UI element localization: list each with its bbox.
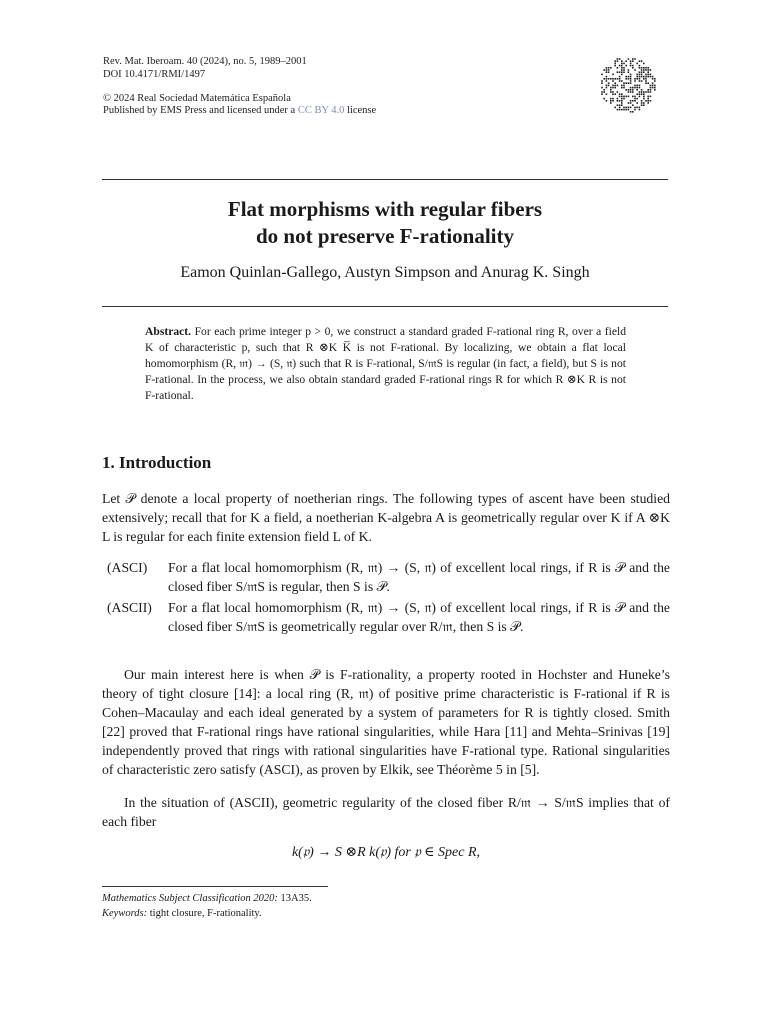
logo-dot (612, 91, 614, 93)
logo-dot (650, 87, 652, 89)
logo-dot (630, 63, 632, 65)
logo-dot (603, 98, 605, 100)
logo-dot (647, 67, 649, 69)
logo-dot (652, 78, 654, 80)
logo-dot (634, 58, 636, 60)
msc-footnote (102, 891, 312, 906)
logo-dot (606, 100, 608, 102)
logo-dot (619, 76, 621, 78)
logo-dot (632, 65, 634, 67)
logo-dot (621, 96, 623, 98)
logo-dot (632, 89, 634, 91)
logo-dot (623, 82, 625, 84)
journal-citation: Rev. Mat. Iberoam. 40 (2024), no. 5, 1989–2001 (103, 56, 307, 67)
logo-dot (621, 98, 623, 100)
license-line (103, 104, 376, 117)
logo-dot (623, 109, 625, 111)
logo-dot (621, 63, 623, 65)
logo-dot (612, 98, 614, 100)
logo-dot (645, 67, 647, 69)
display-equation: k(𝔭) → S ⊗R k(𝔭) for 𝔭 ∈ Spec R, (291, 845, 481, 860)
logo-dot (628, 89, 630, 91)
logo-dot (641, 102, 643, 104)
logo-dot (606, 93, 608, 95)
logo-dot (647, 74, 649, 76)
logo-dot (621, 74, 623, 76)
logo-dot (612, 85, 614, 87)
logo-dot (621, 69, 623, 71)
logo-dot (636, 85, 638, 87)
logo-dot (636, 76, 638, 78)
logo-dot (621, 93, 623, 95)
logo-dot (652, 76, 654, 78)
logo-dot (630, 82, 632, 84)
logo-dot (610, 98, 612, 100)
logo-dot (619, 107, 621, 109)
logo-dot (606, 87, 608, 89)
logo-dot (608, 67, 610, 69)
license-suffix: license (344, 105, 377, 116)
logo-dot (647, 76, 649, 78)
logo-dot (623, 85, 625, 87)
logo-dot (630, 111, 632, 113)
logo-dot (650, 100, 652, 102)
logo-dot (650, 74, 652, 76)
logo-dot (643, 69, 645, 71)
logo-dot (606, 76, 608, 78)
logo-dot (603, 69, 605, 71)
logo-dot (619, 71, 621, 73)
logo-dot (643, 63, 645, 65)
logo-dot (636, 74, 638, 76)
logo-dot (636, 98, 638, 100)
logo-dot (628, 96, 630, 98)
logo-dot (632, 96, 634, 98)
logo-dot (610, 102, 612, 104)
logo-dot (617, 60, 619, 62)
logo-dot (625, 96, 627, 98)
logo-dot (601, 93, 603, 95)
logo-dot (610, 89, 612, 91)
logo-dot (641, 71, 643, 73)
logo-dot (608, 82, 610, 84)
logo-dot (630, 89, 632, 91)
logo-dot (628, 76, 630, 78)
logo-dot (654, 78, 656, 80)
keywords-value: tight closure, F-rationality. (149, 908, 262, 919)
logo-dot (650, 89, 652, 91)
license-link[interactable]: CC BY 4.0 (297, 105, 345, 116)
logo-dot (614, 60, 616, 62)
logo-dot (647, 102, 649, 104)
logo-dot (634, 109, 636, 111)
logo-dot (630, 74, 632, 76)
logo-dot (647, 71, 649, 73)
logo-dot (634, 96, 636, 98)
logo-dot (650, 91, 652, 93)
logo-dot (628, 91, 630, 93)
logo-dot (601, 91, 603, 93)
logo-dot (625, 89, 627, 91)
keywords-footnote (102, 906, 262, 921)
logo-dot (639, 65, 641, 67)
logo-dot (621, 60, 623, 62)
logo-dot (630, 60, 632, 62)
footnote-divider (102, 886, 328, 887)
logo-dot (639, 60, 641, 62)
logo-dot (636, 89, 638, 91)
asc-2-label: (ASCII) (107, 600, 152, 615)
intro-paragraph-1: Let 𝒫 denote a local property of noetherian rings. The following types of ascent have been studied extensively; recall that for K a field, a noetherian K-algebra A is geometrically regular over K if A ⊗K L is regular for each finite extension field L of K. (102, 491, 670, 544)
logo-dot (636, 87, 638, 89)
logo-dot (617, 109, 619, 111)
logo-dot (632, 67, 634, 69)
logo-dot (606, 67, 608, 69)
logo-dot (612, 80, 614, 82)
logo-dot (643, 76, 645, 78)
logo-dot (623, 98, 625, 100)
logo-dot (621, 71, 623, 73)
logo-dot (623, 96, 625, 98)
logo-dot (617, 100, 619, 102)
logo-dot (654, 87, 656, 89)
logo-dot (632, 60, 634, 62)
logo-dot (643, 96, 645, 98)
logo-dot (647, 100, 649, 102)
logo-dot (641, 104, 643, 106)
logo-dot (621, 104, 623, 106)
logo-dot (608, 85, 610, 87)
logo-dot (639, 91, 641, 93)
logo-dot (617, 91, 619, 93)
logo-dot (643, 91, 645, 93)
abstract-label: Abstract. (145, 325, 192, 338)
logo-dot (612, 78, 614, 80)
logo-dot (641, 60, 643, 62)
logo-dot (623, 87, 625, 89)
logo-dot (617, 78, 619, 80)
logo-dot (610, 67, 612, 69)
logo-dot (643, 67, 645, 69)
logo-dot (614, 85, 616, 87)
logo-dot (632, 87, 634, 89)
logo-dot (634, 78, 636, 80)
logo-dot (625, 65, 627, 67)
logo-dot (621, 102, 623, 104)
logo-dot (630, 76, 632, 78)
msc-value: 13A35. (280, 893, 312, 904)
authors: Eamon Quinlan-Gallego, Austyn Simpson and Anurag K. Singh (180, 264, 590, 281)
logo-dot (641, 93, 643, 95)
logo-dot (639, 107, 641, 109)
logo-dot (621, 80, 623, 82)
asc-2-text: For a flat local homomorphism (R, 𝔪) → (S, 𝔫) of excellent local rings, if R is 𝒫 and the closed fiber S/𝔪S is geometrically regular over R/𝔪, then S is 𝒫. (168, 600, 670, 634)
logo-dot (654, 89, 656, 91)
logo-dot (608, 69, 610, 71)
logo-dot (650, 96, 652, 98)
logo-dot (619, 58, 621, 60)
logo-dot (645, 74, 647, 76)
logo-dot (647, 89, 649, 91)
logo-dot (632, 58, 634, 60)
logo-dot (639, 85, 641, 87)
logo-dot (608, 71, 610, 73)
logo-dot (601, 82, 603, 84)
logo-dot (601, 74, 603, 76)
intro-paragraph-2: Our main interest here is when 𝒫 is F-rationality, a property rooted in Hochster and Huneke’s theory of tight closure [14]: a local ring (R, 𝔪) of positive prime characteristic is F-rational if R is Cohen–Macaulay and each ideal generated by a system of parameters for R is tightly closed. Smith [22] proved that F-rational rings have rational singularities, while Hara [11] and Mehta–Srinivas [19] independently proved that rings with rational singularities have F-rational type. Rational singularities of characteristic zero satisfy (ASCI), as proven by Elkik, see Théorème 5 in [5]. (102, 667, 670, 777)
logo-dot (606, 85, 608, 87)
logo-dot (639, 78, 641, 80)
logo-dot (617, 98, 619, 100)
logo-dot (654, 80, 656, 82)
logo-dot (603, 91, 605, 93)
logo-dot (603, 78, 605, 80)
logo-dot (641, 76, 643, 78)
logo-dot (645, 91, 647, 93)
logo-dot (619, 65, 621, 67)
logo-dot (614, 78, 616, 80)
logo-dot (647, 96, 649, 98)
asc-1-text: For a flat local homomorphism (R, 𝔪) → (S, 𝔫) of excellent local rings, if R is 𝒫 and the closed fiber S/𝔪S is regular, then S is 𝒫. (168, 560, 670, 594)
logo-dot (634, 87, 636, 89)
logo-dot (643, 102, 645, 104)
logo-dot (652, 87, 654, 89)
logo-dot (623, 63, 625, 65)
logo-dot (634, 107, 636, 109)
logo-dot (614, 65, 616, 67)
logo-dot (601, 87, 603, 89)
logo-dot (639, 74, 641, 76)
logo-dot (630, 78, 632, 80)
logo-dot (652, 82, 654, 84)
logo-dot (619, 78, 621, 80)
logo-dot (601, 80, 603, 82)
logo-dot (614, 82, 616, 84)
logo-dot (628, 107, 630, 109)
paper-title-line-1: Flat morphisms with regular fibers (227, 197, 543, 221)
logo-dot (641, 69, 643, 71)
logo-dot (623, 71, 625, 73)
logo-dot (625, 107, 627, 109)
logo-dot (614, 87, 616, 89)
logo-dot (641, 100, 643, 102)
logo-dot (610, 78, 612, 80)
logo-dot (645, 69, 647, 71)
logo-dot (623, 107, 625, 109)
logo-dot (630, 91, 632, 93)
logo-dot (603, 89, 605, 91)
logo-dot (614, 93, 616, 95)
logo-dot (630, 100, 632, 102)
logo-dot (643, 98, 645, 100)
logo-dot (628, 58, 630, 60)
keywords-label: Keywords: (102, 908, 148, 919)
logo-dot (628, 78, 630, 80)
logo-dot (645, 76, 647, 78)
logo-dot (639, 71, 641, 73)
logo-dot (641, 74, 643, 76)
logo-dot (612, 100, 614, 102)
logo-dot (652, 85, 654, 87)
logo-dot (634, 98, 636, 100)
logo-dot (643, 71, 645, 73)
logo-dot (647, 82, 649, 84)
copyright: © 2024 Real Sociedad Matemática Española (103, 93, 291, 104)
logo-dot (632, 91, 634, 93)
logo-dot (632, 100, 634, 102)
abstract (145, 324, 626, 404)
logo-dot (612, 93, 614, 95)
logo-dot (617, 58, 619, 60)
logo-dot (612, 74, 614, 76)
logo-dot (628, 69, 630, 71)
logo-dot (641, 91, 643, 93)
intro-paragraph-3: In the situation of (ASCII), geometric regularity of the closed fiber R/𝔪 → S/𝔪S implies that of each fiber (102, 795, 670, 829)
logo-dot (630, 80, 632, 82)
logo-dot (606, 80, 608, 82)
logo-dot (606, 78, 608, 80)
logo-dot (641, 80, 643, 82)
logo-dot (636, 93, 638, 95)
logo-dot (639, 80, 641, 82)
logo-dot (621, 87, 623, 89)
logo-dot (639, 76, 641, 78)
logo-dot (630, 87, 632, 89)
logo-dot (634, 80, 636, 82)
logo-dot (645, 82, 647, 84)
logo-dot (619, 96, 621, 98)
doi: DOI 10.4171/RMI/1497 (103, 69, 206, 80)
logo-dot (650, 69, 652, 71)
logo-dot (641, 89, 643, 91)
logo-dot (628, 109, 630, 111)
logo-dot (606, 69, 608, 71)
publisher-logo (598, 55, 656, 113)
msc-label: Mathematics Subject Classification 2020: (102, 893, 278, 904)
logo-dot (619, 100, 621, 102)
logo-dot (639, 93, 641, 95)
logo-dot (639, 96, 641, 98)
logo-dot (608, 78, 610, 80)
logo-dot (621, 109, 623, 111)
section-heading: 1. Introduction (102, 453, 212, 472)
license-prefix: Published by EMS Press and licensed under a (103, 105, 298, 116)
logo-dot (630, 65, 632, 67)
logo-dot (614, 63, 616, 65)
logo-dot (621, 85, 623, 87)
logo-dot (630, 102, 632, 104)
logo-dot (647, 91, 649, 93)
logo-dot (625, 76, 627, 78)
logo-dot (617, 85, 619, 87)
logo-dot (625, 78, 627, 80)
logo-dot (606, 71, 608, 73)
logo-dot (645, 100, 647, 102)
abstract-text: For each prime integer p > 0, we construct a standard graded F-rational ring R, over a field K of characteristic p, such that R ⊗K K̅ is not F-rational. By localizing, we obtain a flat local homomorphism (R, 𝔪) → (S, 𝔫) such that R is F-rational, S/𝔪S is regular (in fact, a field), but S is not F-rational. In the process, we also obtain standard graded F-rational rings R for which R ⊗K R is not F-rational. (145, 325, 627, 402)
asc-1-label: (ASCI) (107, 560, 148, 575)
logo-dot (643, 104, 645, 106)
logo-dot (645, 78, 647, 80)
logo-dot (654, 85, 656, 87)
logo-dot (619, 109, 621, 111)
logo-dot (614, 107, 616, 109)
logo-dot (634, 85, 636, 87)
logo-dot (639, 67, 641, 69)
logo-dot (650, 85, 652, 87)
header-divider (102, 179, 668, 180)
logo-dot (619, 93, 621, 95)
logo-dot (645, 80, 647, 82)
logo-dot (641, 67, 643, 69)
logo-dot (617, 71, 619, 73)
logo-dot (636, 102, 638, 104)
logo-dot (628, 82, 630, 84)
logo-dot (643, 78, 645, 80)
logo-dot (619, 104, 621, 106)
logo-dot (632, 111, 634, 113)
logo-dot (634, 69, 636, 71)
logo-dot (647, 69, 649, 71)
logo-dot (643, 93, 645, 95)
logo-dot (625, 109, 627, 111)
title-divider (102, 306, 668, 307)
logo-dot (621, 100, 623, 102)
logo-dot (639, 109, 641, 111)
logo-dot (610, 87, 612, 89)
logo-dot (630, 107, 632, 109)
logo-dot (636, 78, 638, 80)
logo-dot (621, 67, 623, 69)
logo-dot (634, 100, 636, 102)
logo-dot (625, 82, 627, 84)
logo-dot (636, 63, 638, 65)
logo-dot (621, 65, 623, 67)
paper-title-line-2: do not preserve F-rationality (256, 224, 514, 248)
logo-dot (623, 67, 625, 69)
logo-dot (617, 104, 619, 106)
logo-dot (628, 102, 630, 104)
logo-dot (610, 100, 612, 102)
logo-dot (625, 60, 627, 62)
logo-dot (619, 80, 621, 82)
logo-dot (647, 98, 649, 100)
logo-dot (617, 67, 619, 69)
logo-dot (612, 87, 614, 89)
logo-dot (623, 69, 625, 71)
logo-dot (628, 71, 630, 73)
logo-dot (632, 104, 634, 106)
logo-dot (650, 76, 652, 78)
logo-dot (610, 91, 612, 93)
logo-dot (636, 107, 638, 109)
logo-dot (639, 87, 641, 89)
